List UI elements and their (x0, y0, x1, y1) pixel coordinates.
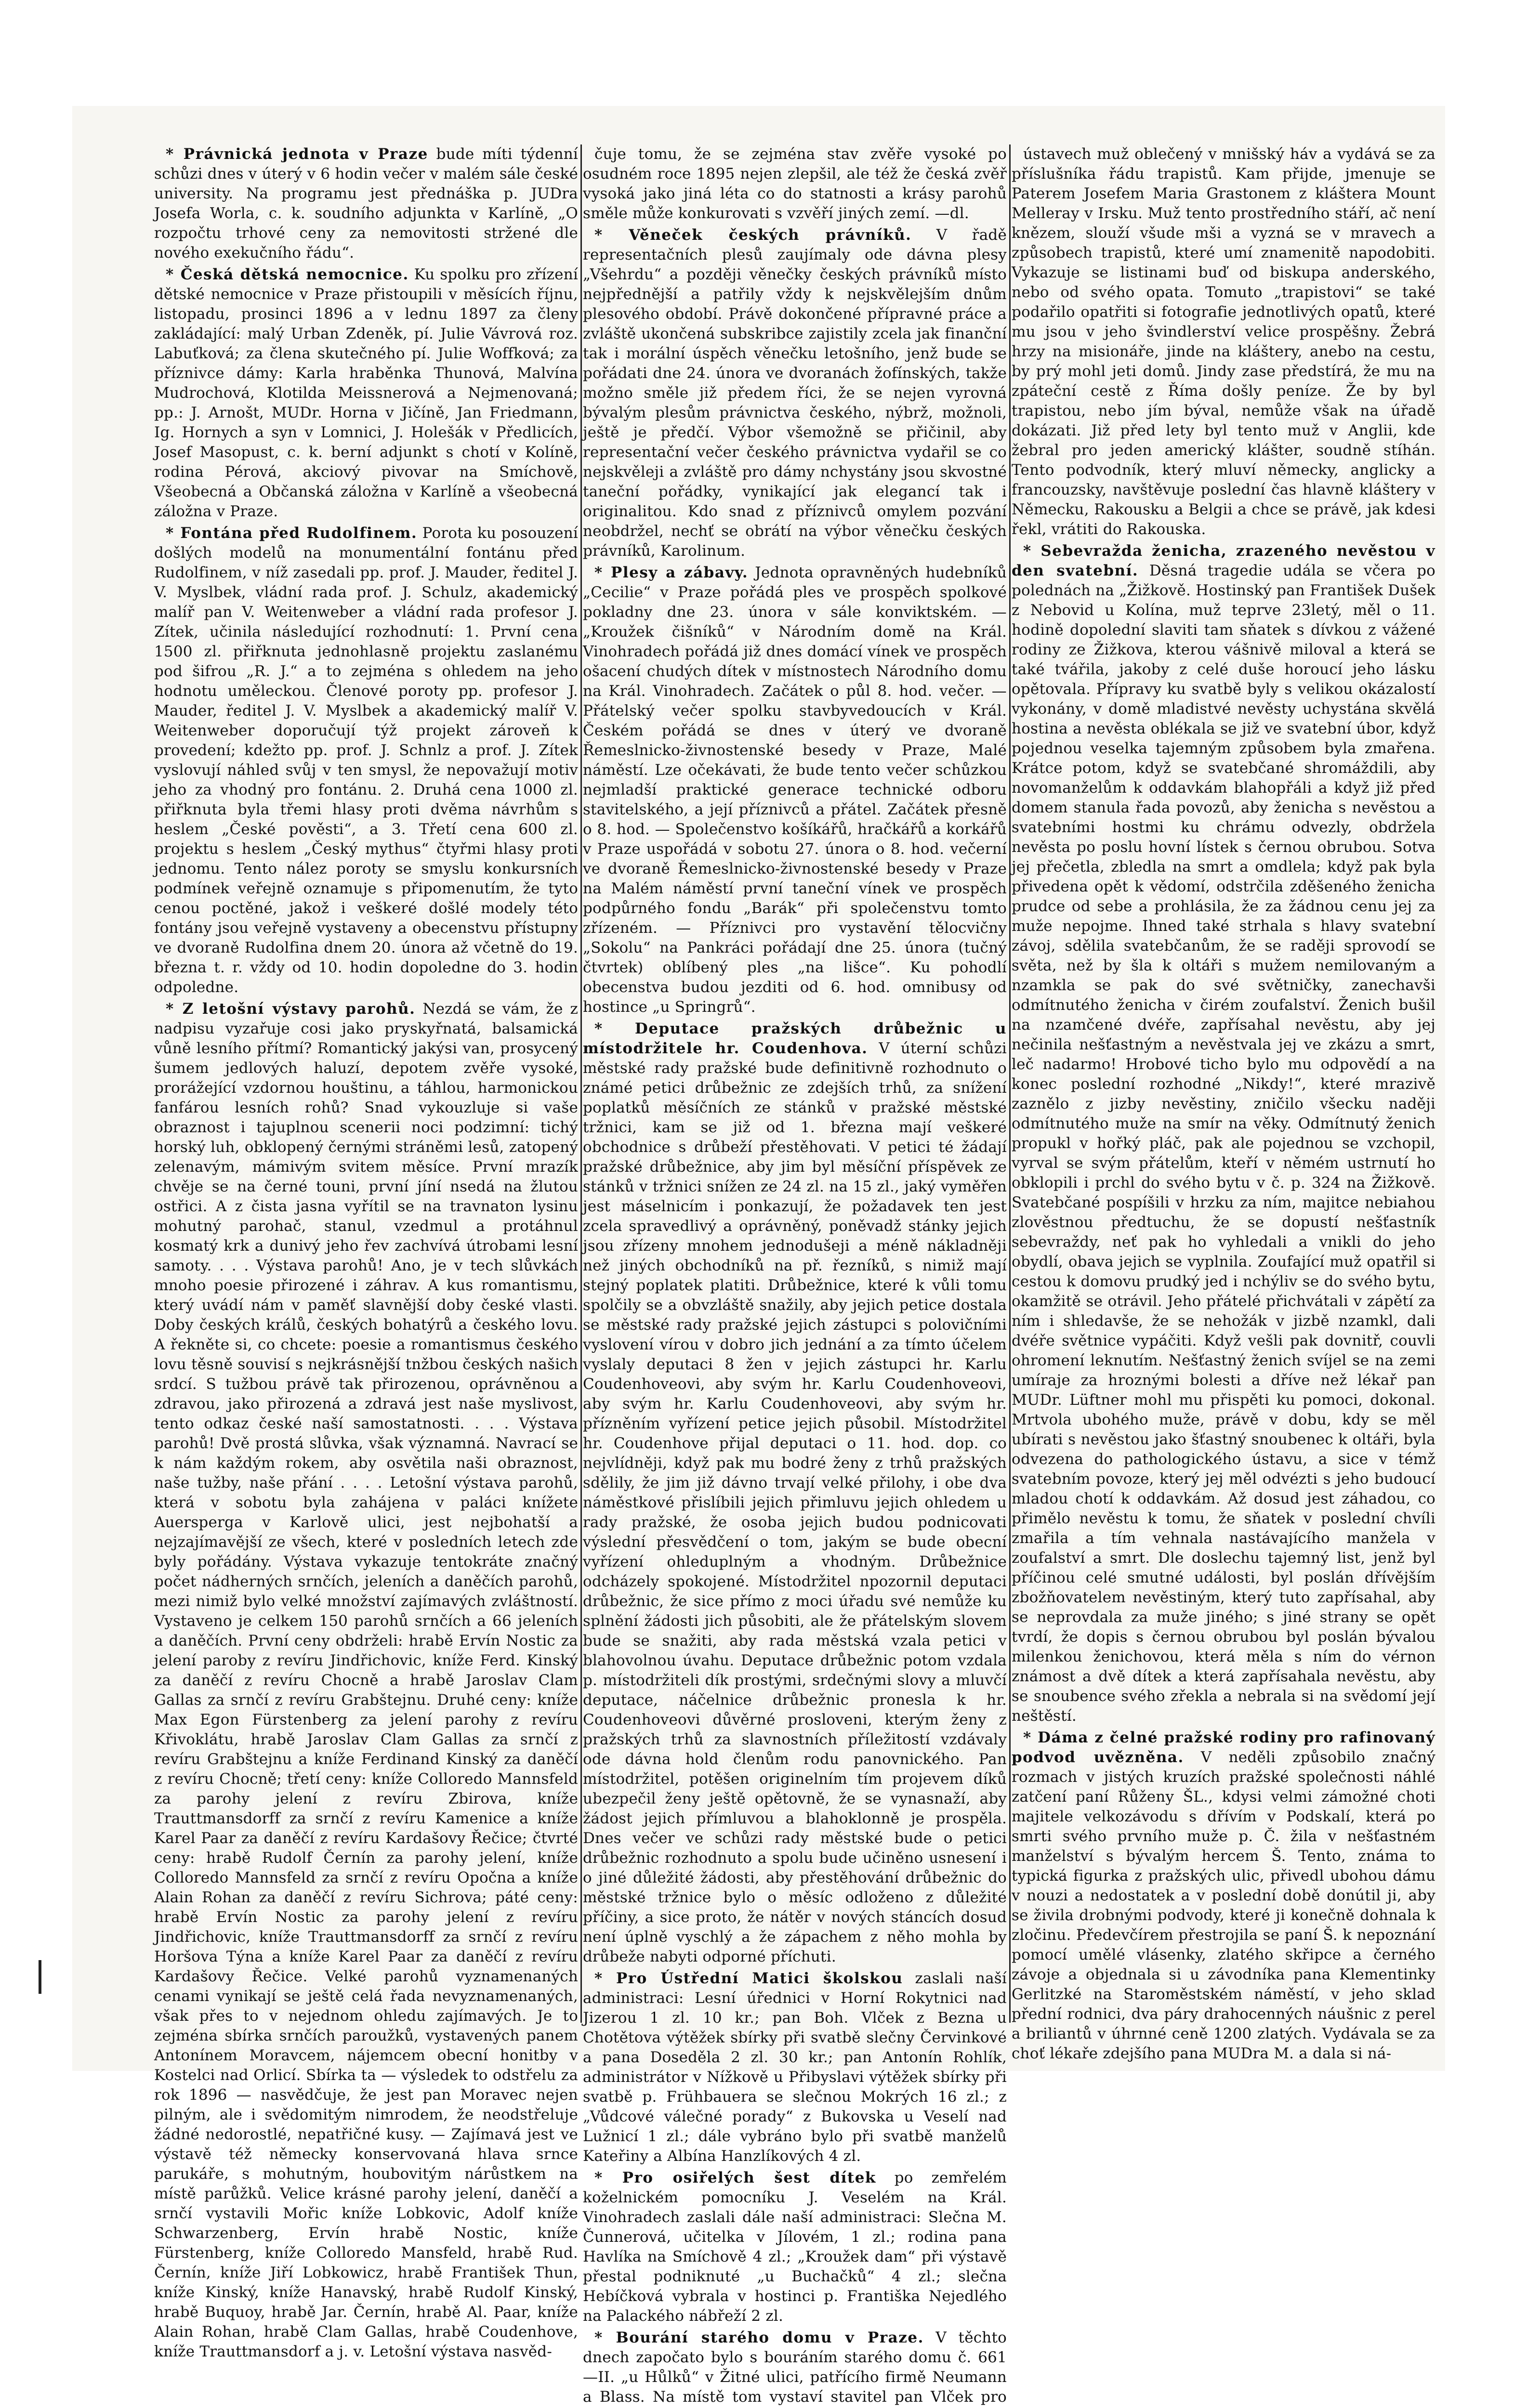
newspaper-page (72, 106, 1445, 2406)
article-text: čuje tomu, že se zejména stav zvěře vysoké po osudném roce 1895 nejen zlepšil, ale též že česká zvěř vysoká jako jiná léta co do statnosti a krásy parohů směle může konkurovati s vzvěří jiných zemí. —dl. (583, 145, 1007, 222)
article (154, 144, 578, 263)
article (583, 144, 1007, 223)
article-text: V těchto dnech započato bylo s bouráním starého domu č. 661—II. „u Hůlků“ v Žitné ulici, patřícího firmě Neumann a Blass. Na místě tom vystaví stavitel pan Vlček pro (583, 2329, 1007, 2406)
article-heading: * Plesy a zábavy. (594, 564, 749, 581)
article-heading: * Právnická jednota v Praze (166, 145, 428, 163)
article-heading: * Dáma z čelné pražské rodiny pro rafinovaný podvod uvězněna. (1012, 1729, 1435, 1766)
article (154, 523, 578, 997)
margin-mark (39, 1960, 41, 1994)
article (583, 1019, 1007, 1967)
article-text: Porota ku posouzení došlých modelů na monumentální fontánu před Rudolfinem, v níž zasedali pp. prof. J. Mauder, ředitel J. V. Myslbek, vládní rada prof. J. Schulz, akademický malíř pan V. Weitenweber a vládní rada profesor J. Zítek, učinila následující rozhodnutí: 1. První cena 1500 zl. přiřknuta jednohlasně projektu zaslanému pod šifrou „R. J.“ a to zejména s ohledem na jeho hodnotu uměleckou. Členové poroty pp. profesor J. Mauder, ředitel J. V. Myslbek a akademický malíř V. Weitenweber doporučují týž projekt zároveň k provedení; kdežto pp. prof. J. Schnlz a prof. J. Zítek vyslovují náhled svůj v ten smysl, že nepovažují motiv jeho za vhodný pro fontánu. 2. Druhá cena 1000 zl. přiřknuta byla třemi hlasy proti dvěma návrhům s heslem „České pověsti“, a 3. Třetí cena 600 zl. projektu s heslem „Český mythus“ čtyřmi hlasy proti jednomu. Tento nález poroty se smyslu konkursních podmínek veřejně oznamuje s připomenutím, že tyto cenou poctěné, jakož i veškeré došlé modely této fontány jsou veřejně vystaveny a obecenstvu přístupny ve dvoraně Rudolfina dnem 20. února až včetně do 19. března t. r. vždy od 10. hodin dopoledne do 3. hodin odpoledne. (154, 524, 578, 996)
article-text: bude míti týdenní schůzi dnes v úterý v 6 hodin večer v malém sále české university. Na programu jest přednáška p. JUDra Josefa Worla, c. k. soudního adjunkta v Karlíně, „O rozpočtu trhové ceny za nemovitosti stržené dle nového exekučního řádu“. (154, 145, 579, 262)
column-3 (1012, 144, 1435, 2062)
column-rule (1009, 144, 1011, 2023)
article-text: V řadě representačních plesů zaujímaly ode dávna plesy „Všehrdu“ a později věnečky českých právníků místo nejpřednější a patřily vždy k nejskvělejším dnům plesového období. Právě dokončené přípravné práce a zvláště ukončená subskribce zajistily zcela jak finanční tak i morální úspěch věnečku letošního, jenž bude se pořádati dne 24. února ve dvoranách žofínských, takže možno směle již předem říci, že se nejen vyrovná bývalým plesům právnictva českého, nýbrž, možnoli, ještě je předčí. Výbor všemožně se přičinil, aby representační večer českého právnictva vydařil se co nejskvěleji a zvláště pro dámy nchystány jsou skvostné taneční pořádky, vynikající jak elegancí tak i originalitou. Kdo snad z příznivců omylem pozvání neobdržel, nechť se obrátí na výbor věnečku českých právníků, Karolinum. (583, 226, 1007, 560)
article-heading: * Sebevražda ženicha, zrazeného nevěstou v den svatební. (1012, 542, 1435, 579)
article (1012, 541, 1435, 1726)
article-text: Jednota opravněných hudebníků „Cecilie“ v Praze pořádá ples ve prospěch spolkové pokladny dne 23. února v sále konviktském. — „Kroužek čišníků“ v Národním domě na Král. Vinohradech pořádá již dnes domácí vínek ve prospěch ošacení chudých dítek v místnostech Národního domu na Král. Vinohradech. Začátek o půl 8. hod. večer. — Přátelský večer spolku stavbyvedoucích v Král. Českém pořádá se dnes v úterý ve dvoraně Řemeslnicko-živnostenské besedy v Praze, Malé náměstí. Lze očekávati, že bude tento večer schůzkou nejmladší praktické generace technické odboru stavitelského, a její příznivců a přátel. Začátek přesně o 8. hod. — Společenstvo košíkářů, hračkářů a korkářů v Praze uspořádá v sobotu 27. února o 8. hod. večerní ve dvoraně Řemeslnicko-živnostenské besedy v Praze na Malém náměstí první taneční vínek ve prospěch podpůrného fondu „Barák“ při společenstvu tomto zřízeném. — Příznivci pro vystavění tělocvičny „Sokolu“ na Pankráci pořádají dne 25. února (tučný čtvrtek) oblíbený ples „na lišce“. Ku pohodlí obecenstva budou jezditi od 6. hod. omnibusy od hostince „u Springrů“. (583, 564, 1007, 1016)
article-heading: * Bourání starého domu v Praze. (594, 2329, 924, 2346)
column-rule (580, 144, 582, 2023)
article (583, 2168, 1007, 2326)
article (583, 2328, 1007, 2408)
article-heading: * Česká dětská nemocnice. (166, 266, 409, 283)
article-text: Nezdá se vám, že z nadpisu vyzařuje cosi jako pryskyřnatá, balsamická vůně lesního přítmí? Romantický jakýsi van, prosycený šumem jedlových haluzí, depotem zvěře vysoké, prorážející vzdornou houštinu, a táhlou, harmonickou fanfárou lesních rohů? Snad vykouzluje si vaše obraznost i tajuplnou scenerii noci podzimní: tichý horský luh, obklopený černými stráněmi lesů, zatopený zelenavým, mámivým svitem měsíce. První mrazík chvěje se na černé touni, první jíní nsedá na žlutou ostřici. A z čista jasna vyřítil se na travnaton lysinu mohutný parohač, stanul, vzedmul a protáhnul kosmatý krk a dunivý jeho řev zachvívá útrobami lesní samoty. . . . Výstava parohů! Ano, je v tech slůvkách mnoho poesie přirozené i záhrav. A kus romantismu, který uvádí nám v paměť slavnější doby české vlasti. Doby českých králů, českých bohatýrů a českého lovu. A řekněte si, co chcete: poesie a romantismus českého lovu těsně souvisí s nejkrásnější tnžbou českých našich srdcí. S tužbou právě tak přirozenou, oprávněnou a zdravou, jako přirozená a zdravá jest naše myslivost, tento odkaz české naší samostatnosti. . . . Výstava parohů! Dvě prostá slůvka, však významná. Navrací se k nám každým rokem, aby osvětila naši obraznost, naše tužby, naše přání . . . . Letošní výstava parohů, která v sobotu byla zahájena v paláci knížete Auersperga v Karlově ulici, jest nejbohatší a nejzajímavější ze všech, které v posledních letech zde byly pořádány. Výstava vykazuje tentokráte značný počet nádherných srnčích, jeleních a daněčích parohů, mezi nimiž bylo velké množství zajímavých zvláštností. Vystaveno je celkem 150 parohů srnčích a 66 jeleních a daněčích. První ceny obdrželi: hrabě Ervín Nostic za jelení paroby z revíru Jindřichovic, kníže Ferd. Kinský za daněčí z revíru Chocně a hrabě Jaroslav Clam Gallas za srnčí z revíru Grabštejnu. Druhé ceny: kníže Max Egon Fürstenberg za jelení parohy z revíru Křivoklátu, hrabě Jaroslav Clam Gallas za srnčí z revíru Grabštejnu a kníže Ferdinand Kinský za daněčí z revíru Chocně; třetí ceny: kníže Colloredo Mannsfeld za parohy jelení z revíru Zbirova, kníže Trauttmansdorff za srnčí z revíru Kamenice a kníže Karel Paar za daněčí z revíru Kardašovy Řečice; čtvrté ceny: hrabě Rudolf Černín za parohy jelení, kníže Colloredo Mannsfeld za srnčí z revíru Opočna a kníže Alain Rohan za daněčí z revíru Sichrova; páté ceny: hrabě Ervín Nostic za parohy jelení z revíru Jindřichovic, kníže Trauttmansdorff za srnčí z revíru Horšova Týna a kníže Karel Paar za daněčí z revíru Kardašovy Řečice. Velké parohů vyznamenaných cenami vynikají se ještě celá řada nevyznamenaných, však přes to v nejednom ohledu zajímavých. Je to zejména sbírka srnčích paroužků, vystavených panem Antonínem Moravcem, nájemcem obecní honitby v Kostelci nad Orlicí. Sbírka ta — výsledek to odstřelu za rok 1896 — nasvědčuje, že jest pan Moravec nejen pilným, ale i svědomitým nimrodem, že neodstřeluje žádné nedorostlé, nepatřičné kusy. — Zajímavá jest ve výstavě též německy konservovaná hlava srnce parukáře, s mohutným, houbovitým nárůstkem na místě parůžků. Velice krásné parohy jelení, daněčí a srnčí vystavili Mořic kníže Lobkovic, Adolf kníže Schwarzenberg, Ervín hrabě Nostic, kníže Fürstenberg, kníže Colloredo Mansfeld, hrabě Rud. Černín, kníže Jiří Lobkowicz, hrabě František Thun, kníže Kinský, kníže Hanavský, hrabě Rudolf Kinský, hrabě Buquoy, hrabě Jar. Černín, hrabě Al. Paar, kníže Alain Rohan, hrabě Clam Gallas, hrabě Coudenhove, kníže Trauttmansdorf a j. v. Letošní výstava nasvěd- (154, 1000, 578, 2360)
article (1012, 144, 1435, 539)
article-text: Děsná tragedie udála se včera po polednách na „Žižkově. Hostinský pan František Dušek z Nebovid u Kolína, muž teprve 23letý, měl o 11. hodině dopolední slaviti tam sňatek s dívkou z vážené rodiny ze Žižkova, kterou vášnivě miloval a která se také tvářila, jakoby z celé duše horoucí jeho lásku opětovala. Přípravy ku svatbě byly s velikou okázalostí vykonány, v domě mladistvé nevěsty uchystána skvělá hostina a nevěsta oblékala se již ve svatební úbor, když pojednou veselka tajemným způsobem byla zmařena. Krátce potom, když se svatebčané shromáždili, aby novomanželům k oddavkám blahopřáli a když již před domem stanula řada povozů, aby ženicha s nevěstou a svatebními hostmi ku chrámu odvezly, obdržela nevěsta po poslu hovní lístek s černou obrubou. Sotva jej přečetla, zbledla na smrt a omdlela; když pak byla přivedena opět k vědomí, odstrčila zděšeného ženicha prudce od sebe a prohlásila, že za žádnou cenu jej za muže nepojme. Ihned také strhala s hlavy svatební závoj, sdělila svatebčanům, že se raději sprovodí se světa, než by šla k oltáři s mužem nemilovaným a nzamkla se pak do své světničky, zanechavši odmítnutého ženicha v čirém zoufalství. Ženich bušil na nzamčené dvéře, zapřísahal nevěstu, aby jej nečinila nešťastným a nevěstvala jej ve zkázu a smrt, leč nadarmo! Hrobové ticho bylo mu odpovědí a na konec poslední rozhodné „Nikdy!“, které mrazivě zaznělo z jizby nevěstiny, zničilo všecku naději odmítnutého muže na smír na věky. Odmítnutý ženich propukl v hořký pláč, pak ale pojednou se vzchopil, vyrval se svým přátelům, kteří v němém ustrnutí ho obklopili i prchl do svého bytu v č. p. 324 na Žižkově. Svatebčané pospíšili v hrzku za ním, majitce nebiahou zlověstnou předtuchu, že se dopustí nešťastník sebevraždy, neť pak ho vyhledali a vnikli do jeho obydlí, obava jejich se vyplnila. Zoufající muž opatřil si cestou k domovu prudký jed i nchýliv se do svého bytu, okamžitě se otrávil. Jeho přátelé přichvátali v zápětí za ním i shledavše, že se nehožák v jizbě nzamkl, dali dvéře světnice vypáčiti. Když vešli pak dovnitř, couvli ohromení leknutím. Nešťastný ženich svíjel se na zemi umíraje za hroznými bolesti a dříve než lékař pan MUDr. Lüftner mohl mu přispěti ku pomoci, dokonal. Mrtvola ubohého muže, právě v dobu, kdy se měl ubírati s nevěstou jako šťastný snoubenec k oltáři, byla odvezena do pathologického ústavu, a sice v témž svatebním povoze, který jej měl odvézti s jeho budoucí mladou chotí k oddavkám. Až dosud jest záhadou, co přimělo nevěstu k tomu, že sňatek v poslední chvíli zmařila a tím vehnala nastávajícího manžela v zoufalství a smrt. Dle doslechu tajemný list, jenž byl příčinou celé smutné události, byl poslán dřívějším zbožňovatelem nevěstiným, který tuto zapřísahal, aby se neprovdala za muže jiného; s jiné strany se opět tvrdí, že dopis s černou obrubou byl poslán bývalou milenkou ženichovou, která měla s ním do vérnon známost a dvě dítek a která zapřísahala nevěstu, aby se snoubence svého zřekla a nebrala si na svědomí její neštěstí. (1012, 562, 1435, 1725)
article-heading: * Fontána před Rudolfinem. (166, 524, 418, 542)
article-text: Ku spolku pro zřízení dětské nemocnice v Praze přistoupili v měsících říjnu, listopadu, prosinci 1896 a v lednu 1897 za členy zakládající: malý Urban Zdeněk, pí. Julie Vávrová roz. Labuťková; za člena skutečného pí. Julie Woffková; za příznivce dámy: Karla hraběnka Thunová, Malvína Mudrochová, Klotilda Meissnerová a Nejmenovaná; pp.: J. Arnošt, MUDr. Horna v Jičíně, Jan Friedmann, Ig. Hornych a syn v Lomnici, J. Holešák v Předlicích, Josef Masopust, c. k. berní adjunkt s chotí v Kolíně, rodina Pérová, akciový pivovar na Smíchově, Všeobecná a Občanská záložna v Karlíně a všeobecná záložna v Praze. (154, 266, 578, 520)
article (583, 1969, 1007, 2166)
article-text: V neděli způsobilo značný rozmach v jistých kruzích pražské společnosti náhlé zatčení paní Růženy ŠL., kdysi velmi zámožné choti majitele velkozávodu s dřívím v Podskalí, která po smrti svého prvního muže p. Č. žila v nešťastném manželství s bývalým hercem Š. Tento, známa to typická figurka z pražských ulic, přivedl ubohou dámu v nouzi a nedostatek a v poslední době donútil ji, aby se živila drobnými podvody, které ji konečně dohnala k zločinu. Předevčírem přestrojila se paní Š. k nepoznání pomocí umělé vlásenky, zlatého skřipce a černého závoje a objednala si u závodníka pana Klementinky Gerlitzké na Staroměstském náměstí, v jeho sklad přední rodnici, dva páry drahocenných náušnic z perel a briliantů v úhrnné ceně 1200 zlatých. Vydávala se za choť lékaře zdejšího pana MUDra M. a dala si ná- (1012, 1749, 1435, 2062)
column-2 (583, 144, 1007, 2406)
article-heading: * Věneček českých právníků. (594, 226, 912, 244)
article (1012, 1728, 1435, 2064)
article-text: po zemřelém koželnickém pomocníku J. Veselém na Král. Vinohradech zaslali dále naší administraci: Slečna M. Čunnerová, učitelka v Jílovém, 1 zl.; rodina pana Havlíka na Smíchově 4 zl.; „Kroužek dam“ při výstavě přestal podniknuté „u Buchačků“ 4 zl.; slečna Hebíčková vybrala v hostinci p. Františka Nejedlého na Palackého nábřeží 2 zl. (583, 2169, 1007, 2325)
column-1 (154, 144, 579, 2360)
article-heading: * Pro osiřelých šest dítek (594, 2169, 876, 2186)
article (154, 265, 578, 522)
article (154, 999, 578, 2362)
article-heading: * Pro Ústřední Matici školskou (594, 1970, 903, 1987)
article-text: ústavech muž oblečený v mnišský háv a vydává se za příslušníka řádu trapistů. Kam přijde, jmenuje se Paterem Josefem Maria Grastonem z kláštera Mount Melleray v Irsku. Muž tento prostředního stáří, ač není knězem, slouží všude mši a vyzná se v mravech a způsobech trapistů, které umí znamenitě napodobiti. Vykazuje se listinami buď od biskupa anderského, nebo od svého opata. Tomuto „trapistovi“ se také podařilo opatřiti si fotografie jednotlivých opatů, které mu jsou v jeho švindlerství velice prospěšny. Žebrá hrzy na misionáře, jinde na kláštery, anebo na cestu, by prý mohl jeti domů. Jindy zase předstírá, že mu na zpáteční cestě z Říma došly peníze. Že by byl trapistou, nebo jím býval, nemůže však na úřadě dokázati. Již před lety byl tento muž v Anglii, kde žebral pro jeden americký klášter, soudně stíhán. Tento podvodník, který mluví německy, anglicky a francouzsky, navštěvuje poslední čas hlavně kláštery v Německu, Rakousku a Belgii a chce se právě, jak kdesi řekl, vrátiti do Rakouska. (1012, 145, 1435, 538)
article-heading: * Z letošní výstavy parohů. (166, 1000, 416, 1018)
article-heading: * Deputace pražských drůbežnic u místodržitele hr. Coudenhova. (583, 1020, 1007, 1057)
article (583, 563, 1007, 1017)
article-text: zaslali naší administraci: Lesní úřednici v Horní Rokytnici nad Jizerou 1 zl. 10 kr.; pan Boh. Vlček z Bezna u Chotětova výtěžek sbírky při svatbě slečny Červinkové a pana Doseděla 2 zl. 30 kr.; pan Antonín Rohlík, administrátor v Nížkově u Přibyslavi výtěžek sbírky při svatbě p. Frühbauera se slečnou Mokrých 16 zl.; z „Vůdcové válečné porady“ z Bukovska u Veselí nad Lužnicí 1 zl.; dále vybráno bylo při svatbě manželů Kateřiny a Albína Hanzlíkových 4 zl. (583, 1970, 1007, 2165)
article-text: V úterní schůzi městské rady pražské bude definitivně rozhodnuto o známé petici drůbežnic ze zdejších trhů, za snížení poplatků měsíčních ze stánků v pražské městské tržnici, kam se již od 1. března mají veškeré obchodnice s drůbeží přestěhovati. V petici té žádají pražské drůbežnice, aby jim byl měsíční příspěvek ze stánků v tržnici snížen ze 24 zl. na 15 zl., jaký vyměřen jest máselnicím i ponkazují, že požadavek ten jest zcela spravedlivý a oprávněný, poněvadž stánky jejich jsou zřízeny mnohem jednodušeji a méně nákladněji než jiných obchodníků na př. řezníků, s nimiž mají stejný poplatek platiti. Drůbežnice, které k vůli tomu spolčily se a obvzláště snažily, aby jejich petice dostala se městské rady pražské jejich zástupci s polovičními vyslovení vírou v dobro jich jednání a za tímto účelem vyslaly deputaci 8 žen v jejich zástupci hr. Karlu Coudenhoveovi, aby svým hr. Karlu Coudenhoveovi, aby svým hr. Karlu Coudenhoveovi, aby svým hr. přízněním vyřízení petice jejich působil. Místodržitel hr. Coudenhove přijal deputaci o 11. hod. dop. co nejvlídněji, když pak mu bodré ženy z trhů pražských sdělily, že jim již dávno trvají velké přilohy, i obe dva náměstkové přislíbili jejich přimluvu jejich ohledem u rady pražské, že osoba jejich budou podnicovati výslední přesvědčení o tom, jakým se bude obecní vyřízení ohleduplným a vhodným. Drůbežnice odcházely spokojené. Místodržitel npozornil deputaci drůbežnic, že sice přímo z moci úřadu své nemůže ku splnění žádosti jich působiti, ale že přátelským slovem bude se snažiti, aby rada městská vzala petici v blahovolnou úvahu. Deputace drůbežnic potom vzdala p. místodržiteli dík prostými, srdečnými slovy a mluvčí deputace, náčelnice drůbežnic pronesla k hr. Coudenhoveovi důvěrné prosloveni, kterým ženy z pražských trhů za slavnostních příležitostí vzdávaly ode dávna hold členům rodu panovnického. Pan místodržitel, potěšen originelním tím projevem díků ubezpečil ženy ještě opětovně, že se vynasnaží, aby žádost jejich přímluvou a blahoklonně je prospěla. Dnes večer ve schůzi rady městské bude o petici drůbežnic rozhodnuto a spolu bude učiněno usnesení i o jiné důležité žádosti, aby přestěhování drůbežnic do městské tržnice bylo o měsíc odloženo z důležité příčiny, a sice proto, že nátěr v nových stáncích dosud není úplně vyschlý a že zápachem z něho mohla by drůbeže nabyti odporné příchuti. (583, 1040, 1007, 1965)
article (583, 225, 1007, 561)
